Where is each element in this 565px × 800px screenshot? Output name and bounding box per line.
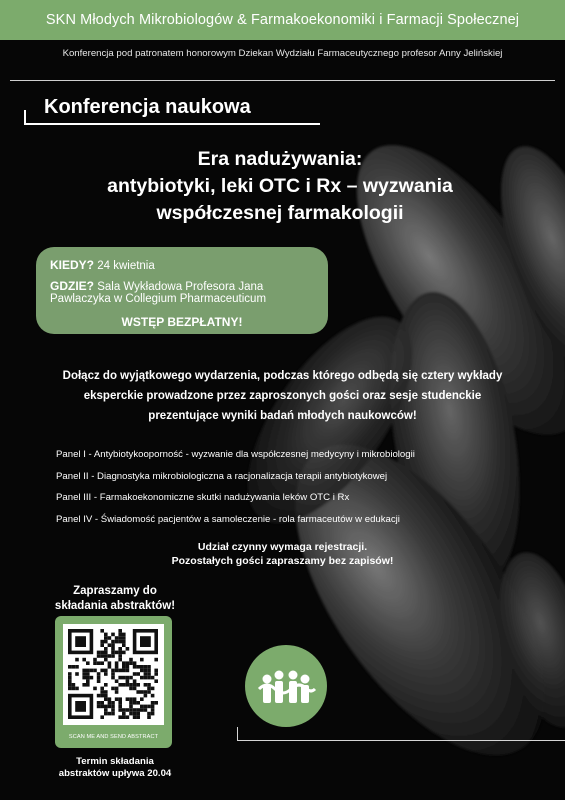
people-group-icon <box>245 645 327 727</box>
when-label: KIEDY? <box>50 258 95 272</box>
intro-line1: Dołącz do wyjątkowego wydarzenia, podczas którego odbędą się cztery wykłady <box>62 370 503 382</box>
qr-caption: SCAN ME AND SEND ABSTRACT <box>68 734 159 740</box>
abstract-deadline <box>40 756 190 780</box>
patronage-text: Konferencja pod patronatem honorowym Dziekan Wydziału Farmaceutycznego profesor Anny Jelińskiej <box>62 48 503 59</box>
organization-banner <box>0 0 565 40</box>
conference-title-line3: współczesnej farmakologii <box>156 202 404 224</box>
abstracts-line2: składania abstraktów! <box>54 600 176 612</box>
intro-text <box>30 366 535 426</box>
where-row <box>50 279 263 293</box>
event-info-box <box>36 247 328 334</box>
where-value-1: Sala Wykładowa Profesora Jana <box>97 281 264 293</box>
panel-item: Panel II - Diagnostyka mikrobiologiczna a racjonalizacja terapii antybiotykowej <box>56 470 388 482</box>
registration-line1: Udział czynny wymaga rejestracji. <box>197 541 368 553</box>
abstracts-line1: Zapraszamy do <box>73 585 157 597</box>
qr-code-icon[interactable] <box>63 624 164 725</box>
when-value: 24 kwietnia <box>97 260 155 272</box>
qr-card[interactable] <box>55 616 172 748</box>
intro-line3: prezentujące wyniki badań młodych naukowców! <box>148 410 417 422</box>
where-row-2 <box>50 293 266 305</box>
free-entry: WSTĘP BEZPŁATNY! <box>121 315 243 329</box>
section-title-underline <box>24 123 320 125</box>
conference-title-line1: Era nadużywania: <box>197 148 363 170</box>
section-title-block <box>24 96 320 124</box>
panel-item: Panel IV - Świadomość pacjentów a samoleczenie - rola farmaceutów w edukacji <box>56 513 400 525</box>
where-label: GDZIE? <box>50 279 94 293</box>
panel-item: Panel I - Antybiotykooporność - wyzwanie dla współczesnej medycyny i mikrobiologii <box>56 449 415 460</box>
conference-title <box>60 146 500 227</box>
divider <box>10 80 555 81</box>
panel-item: Panel III - Farmakoekonomiczne skutki nadużywania leków OTC i Rx <box>56 492 350 503</box>
section-title-bracket <box>24 110 26 124</box>
abstracts-invite <box>20 584 210 614</box>
deadline-line1: Termin składania <box>76 756 154 767</box>
where-value-2: Pawlaczyka w Collegium Pharmaceuticum <box>50 293 267 305</box>
organization-logo <box>245 645 327 727</box>
divider <box>237 740 565 741</box>
conference-title-line2: antybiotyki, leki OTC i Rx – wyzwania <box>107 175 453 197</box>
registration-note <box>150 540 415 568</box>
registration-line2: Pozostałych gości zapraszamy bez zapisów! <box>171 555 394 567</box>
section-title: Konferencja naukowa <box>44 96 251 118</box>
intro-line2: eksperckie prowadzone przez zaproszonych gości oraz sesje studenckie <box>83 390 482 402</box>
deadline-line2: abstraktów upływa 20.04 <box>58 768 172 779</box>
qr-code-area[interactable] <box>63 624 164 725</box>
when-row <box>50 258 155 272</box>
panel-list <box>56 444 556 530</box>
divider-bracket <box>237 727 238 741</box>
organization-name: SKN Młodych Mikrobiologów & Farmakoekonomiki i Farmacji Społecznej <box>45 12 520 28</box>
